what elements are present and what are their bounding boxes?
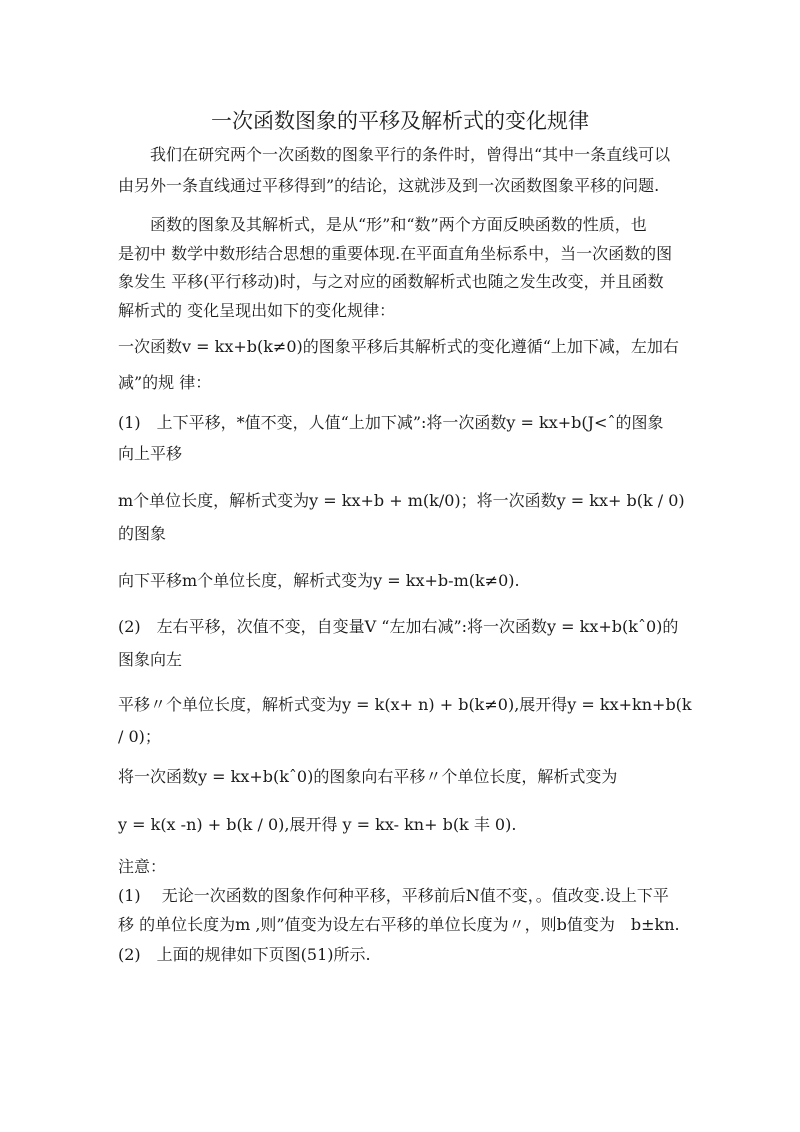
paragraph-line: 由另外一条直线通过平移得到”的结论，这就涉及到一次函数图象平移的问题.	[118, 176, 660, 195]
paragraph-line: 的图象	[118, 524, 167, 543]
paragraph-line: y = k(x -n) + b(k / 0),展开得 y = kx- kn+ b(k 丰 0).	[118, 815, 517, 834]
paragraph-line: 解析式的 变化呈现出如下的变化规律：	[118, 301, 396, 320]
paragraph-line: 将一次函数y = kx+b(kˆ0)的图象向右平移〃个单位长度，解析式变为	[118, 767, 618, 786]
document-title: 一次函数图象的平移及解析式的变化规律	[211, 109, 589, 133]
paragraph-line: 一次函数v = kx+b(k≠0)的图象平移后其解析式的变化遵循“上加下减，左加右	[118, 337, 679, 356]
paragraph-line: 向下平移m个单位长度，解析式变为y = kx+b-m(k≠0).	[118, 571, 520, 590]
note-item: (1) 无论一次函数的图象作何种平移，平移前后N值不变，。值改变.设上下平	[118, 886, 669, 905]
paragraph-line: 函数的图象及其解析式，是从“形”和“数”两个方面反映函数的性质，也	[118, 215, 647, 234]
paragraph-line: m个单位长度，解析式变为y = kx+b + m(k/0)；将一次函数y = kx+ b(k / 0)	[118, 491, 685, 510]
paragraph-line: 向上平移	[118, 444, 183, 463]
paragraph-line: / 0)；	[118, 727, 161, 746]
paragraph-line: 减”的规 律：	[118, 373, 212, 392]
paragraph-line: 是初中 数学中数形结合思想的重要体现.在平面直角坐标系中，当一次函数的图	[118, 244, 673, 263]
paragraph-line: 我们在研究两个一次函数的图象平行的条件时，曾得出“其中一条直线可以	[118, 145, 671, 164]
note-item: (2) 上面的规律如下页图(51)所示.	[118, 945, 371, 964]
paragraph-line: 平移〃个单位长度，解析式变为y = k(x+ n) + b(k≠0),展开得y = kx+kn+b(k	[118, 695, 692, 714]
paragraph-line: 象发生 平移(平行移动)时，与之对应的函数解析式也随之发生改变，并且函数	[118, 272, 664, 291]
paragraph-line: 图象向左	[118, 650, 183, 669]
note-heading: 注意：	[118, 857, 167, 876]
note-item: 移 的单位长度为m ,则”值变为设左右平移的单位长度为〃，则b值变为 b±kn.	[118, 915, 680, 934]
rule-item: (1) 上下平移，*值不变，人值“上加下减”:将一次函数y = kx+b(J<ˆ的图象	[118, 413, 664, 432]
rule-item: (2) 左右平移，次值不变，自变量V “左加右减”:将一次函数y = kx+b(kˆ0)的	[118, 617, 679, 636]
